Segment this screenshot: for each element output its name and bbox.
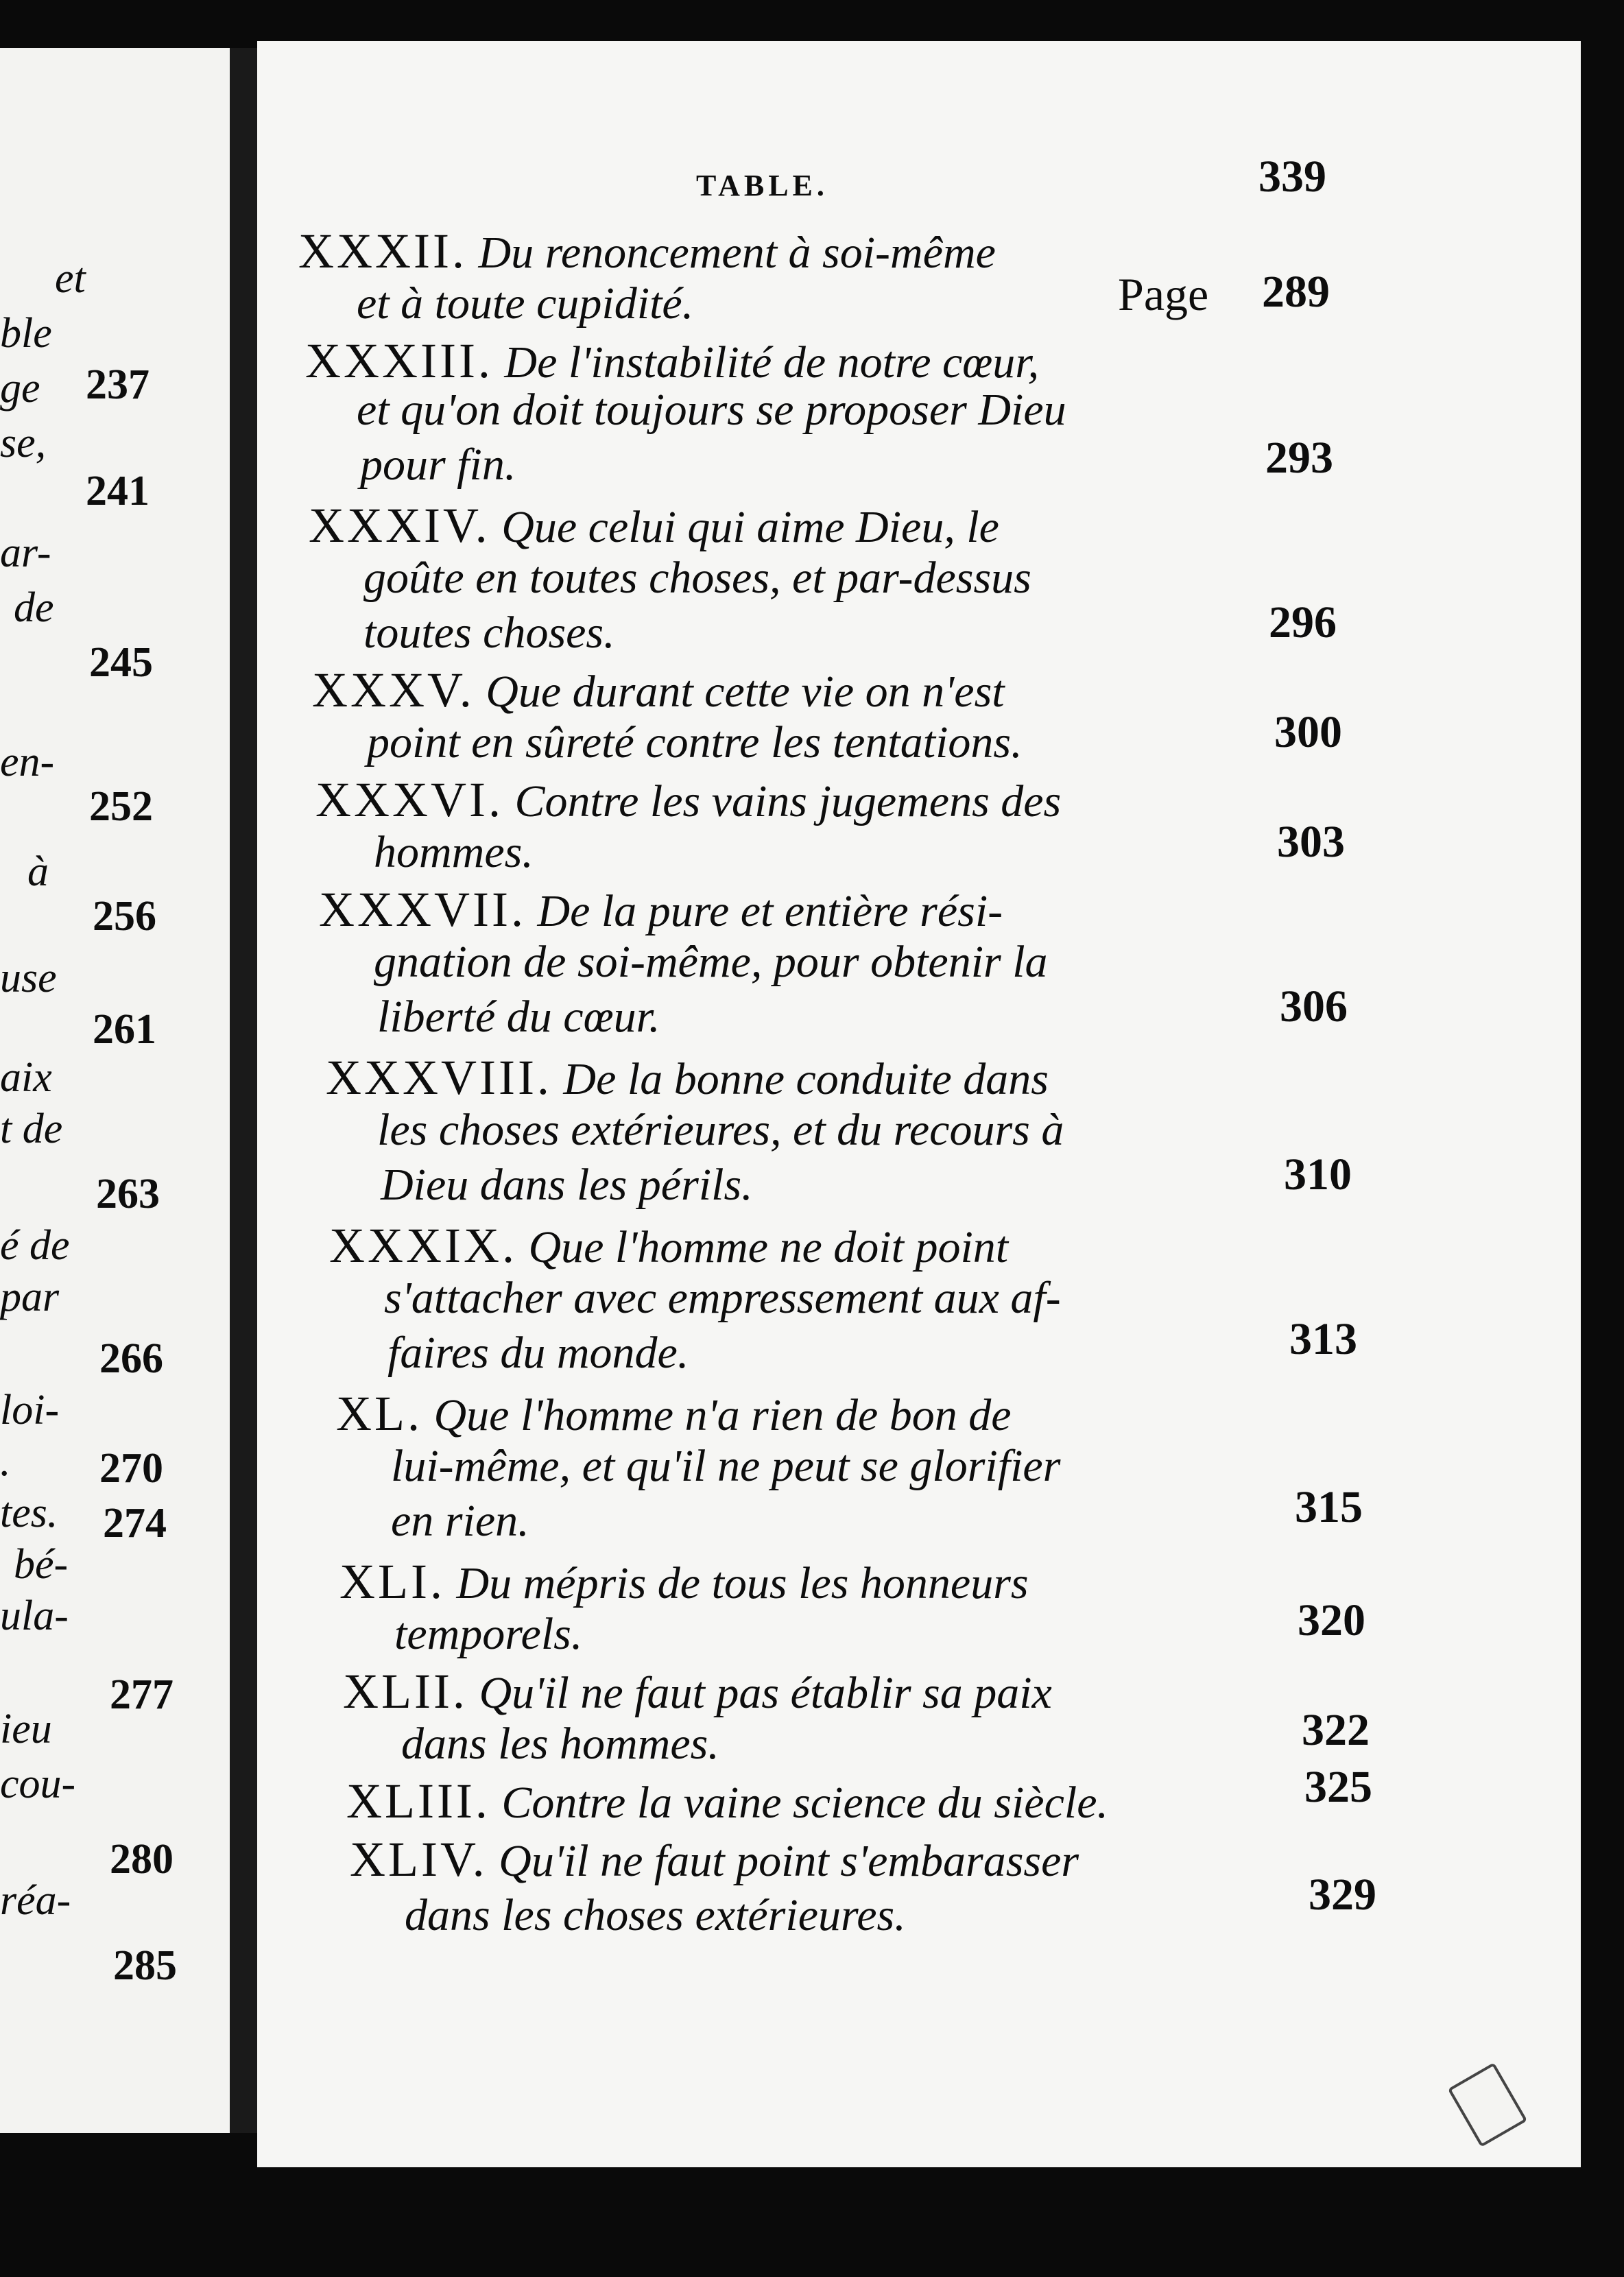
left-page-number: 241 xyxy=(86,468,150,514)
left-page-number: 270 xyxy=(99,1445,163,1492)
entry-page-number: 313 xyxy=(1289,1314,1357,1364)
entry-page-number: 296 xyxy=(1269,597,1337,647)
left-page xyxy=(0,48,230,2133)
entry-page-number: 306 xyxy=(1280,981,1348,1032)
entry-page-number: 325 xyxy=(1304,1762,1372,1812)
left-fragment: et xyxy=(55,255,86,302)
entry-page-number: 320 xyxy=(1298,1595,1365,1645)
chapter-title-line: Que durant cette vie on n'est xyxy=(486,667,1005,717)
entry-page-number: 322 xyxy=(1302,1705,1370,1755)
chapter-numeral: XXXVIII. xyxy=(326,1050,552,1105)
chapter-title-line: De l'instabilité de notre cœur, xyxy=(504,337,1040,388)
toc-entry-line xyxy=(343,1664,1052,1719)
left-fragment: ula- xyxy=(0,1593,69,1639)
chapter-title-line: Du renoncement à soi-même xyxy=(478,228,996,278)
chapter-title-line: Qu'il ne faut pas établir sa paix xyxy=(479,1668,1052,1718)
chapter-numeral: XLIV. xyxy=(350,1832,488,1887)
left-page-number: 285 xyxy=(113,1942,177,1989)
left-fragment: de xyxy=(14,584,54,631)
entry-page-number: 310 xyxy=(1284,1149,1352,1200)
chapter-title-line: Que l'homme ne doit point xyxy=(528,1222,1009,1272)
left-fragment: cou- xyxy=(0,1761,76,1807)
entry-page-number: 293 xyxy=(1265,433,1333,483)
chapter-title-line: faires du monde. xyxy=(387,1328,689,1378)
chapter-title-line: De la pure et entière rési- xyxy=(537,886,1003,936)
chapter-title-line: Que l'homme n'a rien de bon de xyxy=(433,1390,1012,1440)
left-fragment: é de xyxy=(0,1222,70,1269)
chapter-title-line: les choses extérieures, et du recours à xyxy=(377,1105,1064,1155)
chapter-title-line: hommes. xyxy=(374,827,534,877)
toc-entry-line xyxy=(305,333,1040,388)
left-fragment: tes. xyxy=(0,1490,58,1536)
chapter-numeral: XXXV. xyxy=(312,663,475,717)
chapter-title-line: Contre les vains jugemens des xyxy=(514,776,1062,826)
chapter-numeral: XXXVII. xyxy=(319,882,526,937)
toc-entry-line xyxy=(346,1776,1108,1826)
toc-entry-line xyxy=(309,498,999,553)
toc-entry-line xyxy=(298,226,996,276)
entry-page-number: 303 xyxy=(1277,817,1345,867)
chapter-title-line: Qu'il ne faut point s'embarasser xyxy=(499,1836,1079,1886)
chapter-numeral: XLI. xyxy=(339,1554,445,1609)
chapter-title-line: dans les hommes. xyxy=(401,1719,719,1769)
chapter-title-line: dans les choses extérieures. xyxy=(405,1890,906,1940)
chapter-title-line: goûte en toutes choses, et par-dessus xyxy=(363,553,1031,603)
left-page-number: 261 xyxy=(93,1006,156,1053)
chapter-title-line: De la bonne conduite dans xyxy=(563,1054,1049,1104)
entry-page-number: 300 xyxy=(1274,707,1342,757)
chapter-title-line: et qu'on doit toujours se proposer Dieu xyxy=(357,385,1066,435)
chapter-title-line: pour fin. xyxy=(360,440,516,490)
entry-page-number: 289 xyxy=(1262,267,1330,317)
left-page-number: 263 xyxy=(96,1171,160,1217)
left-page-number: 280 xyxy=(110,1836,174,1883)
left-page-number: 256 xyxy=(93,893,156,940)
chapter-numeral: XXXVI. xyxy=(315,772,503,827)
chapter-numeral: XXXII. xyxy=(298,224,467,278)
left-fragment: réa- xyxy=(0,1877,71,1924)
toc-entry-line xyxy=(315,772,1062,827)
entry-page-number: 329 xyxy=(1309,1870,1376,1920)
chapter-numeral: XLIII. xyxy=(346,1774,490,1828)
chapter-numeral: XL. xyxy=(336,1386,422,1441)
toc-entry-line xyxy=(339,1554,1029,1609)
left-fragment: aix xyxy=(0,1054,52,1101)
toc-entry-line xyxy=(350,1832,1079,1887)
left-page-number: 237 xyxy=(86,361,150,408)
chapter-title-line: temporels. xyxy=(394,1609,583,1659)
running-title: TABLE. xyxy=(696,169,828,202)
left-fragment: ble xyxy=(0,310,52,357)
left-page-number: 266 xyxy=(99,1335,163,1382)
chapter-title-line: Dieu dans les périls. xyxy=(381,1160,753,1210)
toc-entry-line xyxy=(312,665,1005,715)
left-fragment: . xyxy=(0,1438,11,1485)
chapter-title-line: liberté du cœur. xyxy=(377,992,660,1042)
chapter-title-line: Que celui qui aime Dieu, le xyxy=(501,502,999,552)
toc-entry-line xyxy=(336,1386,1012,1441)
left-fragment: à xyxy=(27,848,49,895)
chapter-title-line: lui-même, et qu'il ne peut se glorifier xyxy=(391,1441,1061,1491)
left-fragment: use xyxy=(0,955,57,1001)
chapter-numeral: XXXIII. xyxy=(305,333,493,388)
left-page-number: 277 xyxy=(110,1671,174,1718)
left-page-number: 252 xyxy=(89,783,153,830)
left-fragment: en- xyxy=(0,739,55,785)
chapter-title-line: toutes choses. xyxy=(363,608,615,658)
book-gutter xyxy=(230,48,257,2133)
left-page-number: 274 xyxy=(103,1500,167,1547)
chapter-title-line: et à toute cupidité. xyxy=(357,278,694,329)
entry-page-number: 315 xyxy=(1295,1482,1363,1532)
left-fragment: ar- xyxy=(0,529,51,576)
chapter-title-line: gnation de soi-même, pour obtenir la xyxy=(374,937,1048,987)
toc-entry-line xyxy=(319,882,1003,937)
left-page-number: 245 xyxy=(89,639,153,686)
chapter-numeral: XLII. xyxy=(343,1664,468,1719)
left-fragment: se, xyxy=(0,420,47,466)
chapter-title-line: Du mépris de tous les honneurs xyxy=(456,1558,1029,1608)
chapter-title-line: s'attacher avec empressement aux af- xyxy=(384,1273,1061,1323)
page-label: Page xyxy=(1118,268,1209,320)
left-fragment: loi- xyxy=(0,1387,60,1433)
left-fragment: ge xyxy=(0,365,40,412)
chapter-numeral: XXXIX. xyxy=(329,1218,517,1273)
chapter-title-line: en rien. xyxy=(391,1496,529,1546)
left-fragment: par xyxy=(0,1274,60,1320)
left-fragment: ieu xyxy=(0,1706,52,1752)
toc-entry-line xyxy=(326,1050,1049,1105)
chapter-title-line: point en sûreté contre les tentations. xyxy=(367,717,1023,767)
chapter-title-line: Contre la vaine science du siècle. xyxy=(501,1778,1108,1828)
toc-entry-line xyxy=(329,1218,1009,1273)
chapter-numeral: XXXIV. xyxy=(309,498,490,553)
page-number: 339 xyxy=(1258,152,1326,202)
left-fragment: t de xyxy=(0,1106,63,1152)
left-fragment: bé- xyxy=(14,1541,69,1588)
